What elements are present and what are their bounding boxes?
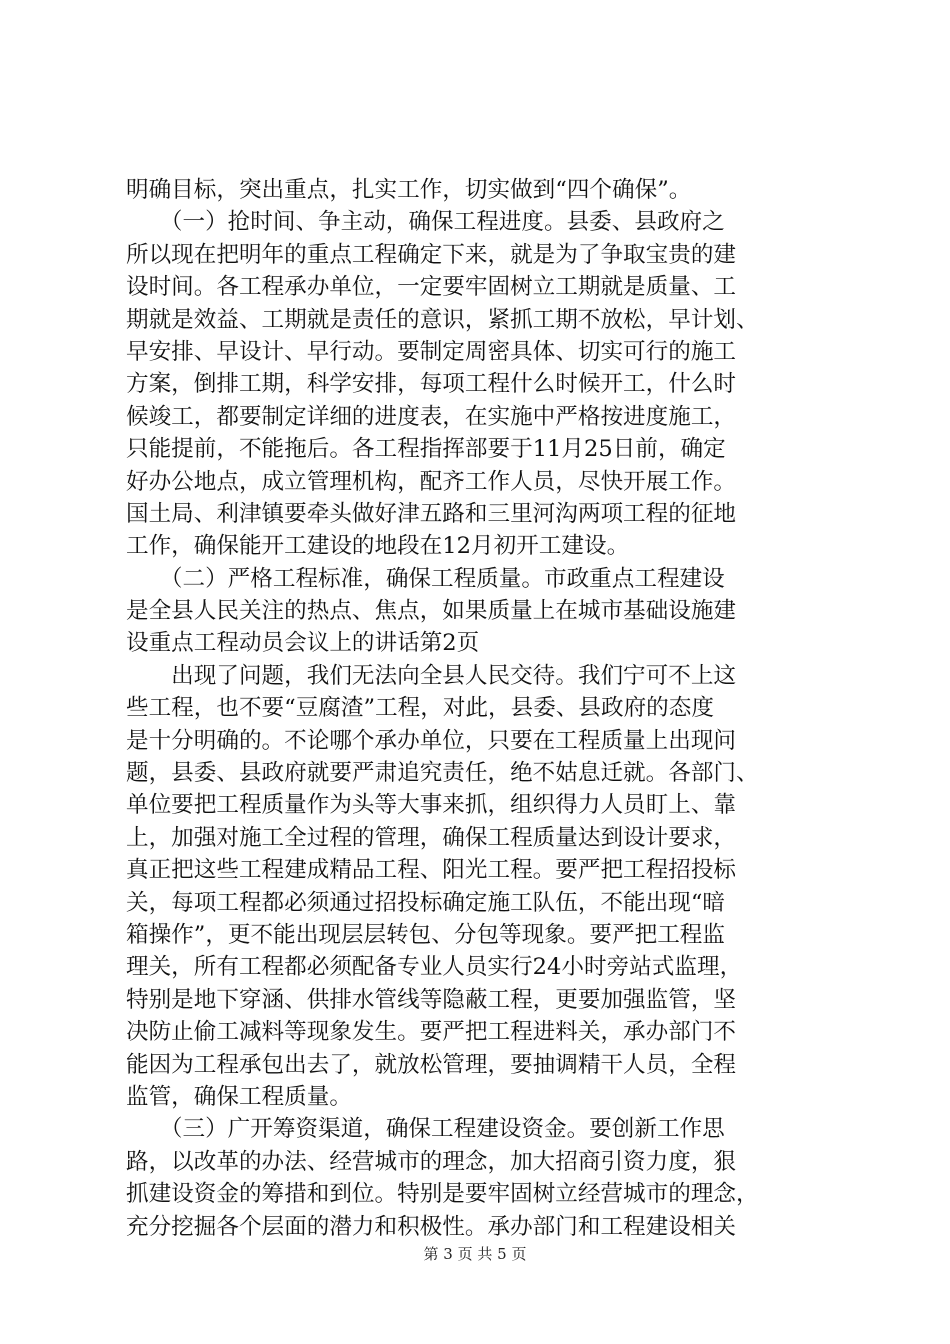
text-line: 好办公地点，成立管理机构，配齐工作人员，尽快开展工作。 bbox=[126, 468, 737, 495]
text-line: 明确目标，突出重点，扎实工作，切实做到“四个确保”。 bbox=[126, 177, 692, 203]
document-body bbox=[126, 174, 836, 1243]
text-line: 关，每项工程都必须通过招投标确定施工队伍，不能出现“暗 bbox=[126, 889, 725, 916]
text-line: 是十分明确的。不论哪个承办单位，只要在工程质量上出现问 bbox=[126, 727, 737, 754]
text-line: 特别是地下穿涵、供排水管线等隐蔽工程，更要加强监管，坚 bbox=[126, 986, 737, 1013]
text-line: 国土局、利津镇要牵头做好津五路和三里河沟两项工程的征地 bbox=[126, 500, 737, 527]
text-line: 决防止偷工减料等现象发生。要严把工程进料关，承办部门不 bbox=[126, 1019, 737, 1046]
text-line: 路，以改革的办法、经营城市的理念，加大招商引资力度，狠 bbox=[126, 1148, 737, 1175]
text-line: （一）抢时间、争主动，确保工程进度。县委、县政府之 bbox=[126, 209, 725, 236]
text-line: 出现了问题，我们无法向全县人民交待。我们宁可不上这 bbox=[126, 662, 737, 689]
text-line: 所以现在把明年的重点工程确定下来，就是为了争取宝贵的建 bbox=[126, 241, 737, 268]
text-line: 是全县人民关注的热点、焦点，如果质量上在城市基础设施建 bbox=[126, 598, 737, 625]
text-line: 抓建设资金的筹措和到位。特别是要牢固树立经营城市的理念， bbox=[126, 1181, 759, 1208]
text-line: 些工程，也不要“豆腐渣”工程，对此，县委、县政府的态度 bbox=[126, 695, 714, 722]
text-line: 工作，确保能开工建设的地段在12月初开工建设。 bbox=[126, 533, 630, 560]
text-line: 候竣工，都要制定详细的进度表，在实施中严格按进度施工， bbox=[126, 403, 737, 430]
text-line: 箱操作”，更不能出现层层转包、分包等现象。要严把工程监 bbox=[126, 921, 725, 948]
text-line: 充分挖掘各个层面的潜力和积极性。承办部门和工程建设相关 bbox=[126, 1213, 737, 1240]
text-line: 设重点工程动员会议上的讲话第2页 bbox=[126, 630, 480, 657]
text-line: 设时间。各工程承办单位，一定要牢固树立工期就是质量、工 bbox=[126, 274, 737, 301]
text-line: 早安排、早设计、早行动。要制定周密具体、切实可行的施工 bbox=[126, 338, 737, 365]
text-line: 方案，倒排工期，科学安排，每项工程什么时候开工，什么时 bbox=[126, 371, 737, 398]
text-line: 期就是效益、工期就是责任的意识，紧抓工期不放松，早计划、 bbox=[126, 306, 759, 333]
page-footer: 第 3 页 共 5 页 bbox=[423, 1245, 527, 1263]
text-line: （二）严格工程标准，确保工程质量。市政重点工程建设 bbox=[126, 565, 725, 592]
text-line: 只能提前，不能拖后。各工程指挥部要于11月25日前，确定 bbox=[126, 436, 726, 463]
text-line: 单位要把工程质量作为头等大事来抓，组织得力人员盯上、靠 bbox=[126, 792, 737, 819]
text-line: （三）广开筹资渠道，确保工程建设资金。要创新工作思 bbox=[126, 1116, 725, 1143]
text-line: 真正把这些工程建成精品工程、阳光工程。要严把工程招投标 bbox=[126, 857, 737, 884]
text-line: 理关，所有工程都必须配备专业人员实行24小时旁站式监理， bbox=[126, 954, 743, 981]
text-line: 监管，确保工程质量。 bbox=[126, 1083, 352, 1110]
text-line: 能因为工程承包出去了，就放松管理，要抽调精干人员，全程 bbox=[126, 1051, 737, 1078]
text-line: 上，加强对施工全过程的管理，确保工程质量达到设计要求， bbox=[126, 824, 737, 851]
text-line: 题，县委、县政府就要严肃追究责任，绝不姑息迁就。各部门、 bbox=[126, 760, 759, 787]
